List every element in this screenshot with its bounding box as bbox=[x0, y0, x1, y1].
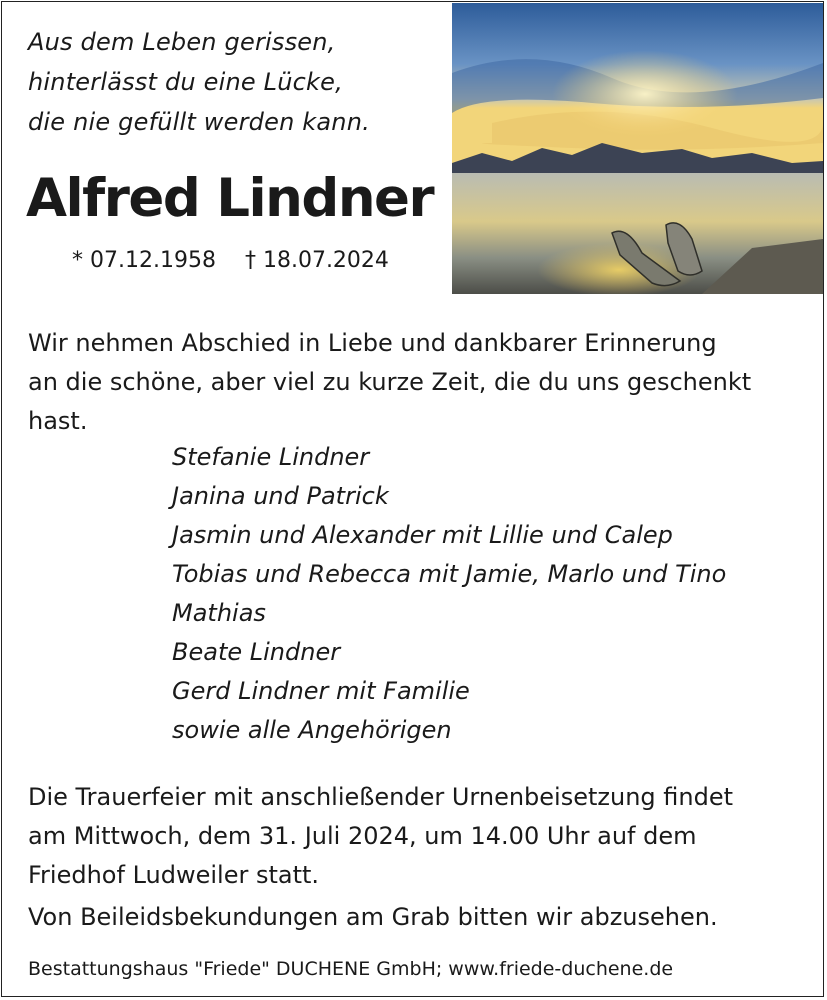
mourner: Jasmin und Alexander mit Lillie und Calep bbox=[172, 521, 673, 549]
mourner: Janina und Patrick bbox=[172, 482, 389, 510]
funeral-details bbox=[28, 778, 733, 895]
funeral-home-footer: Bestattungshaus "Friede" DUCHENE GmbH; www.friede-duchene.de bbox=[28, 958, 674, 980]
birth-date: * 07.12.1958 bbox=[72, 248, 216, 273]
funeral-line: am Mittwoch, dem 31. Juli 2024, um 14.00 Uhr auf dem bbox=[28, 822, 697, 850]
funeral-line: Die Trauerfeier mit anschließender Urnenbeisetzung findet bbox=[28, 783, 734, 811]
funeral-line: Friedhof Ludweiler statt. bbox=[28, 861, 320, 889]
poem-line: Aus dem Leben gerissen, bbox=[28, 28, 336, 56]
poem bbox=[28, 22, 370, 142]
deceased-name: Alfred Lindner bbox=[26, 168, 434, 229]
life-dates bbox=[72, 248, 411, 273]
mourner: Mathias bbox=[172, 599, 266, 627]
sunset-lake-boats-photo bbox=[452, 3, 823, 294]
mourners-list bbox=[172, 438, 726, 750]
poem-line: die nie gefüllt werden kann. bbox=[28, 108, 370, 136]
mourner: sowie alle Angehörigen bbox=[172, 716, 452, 744]
farewell-line: Wir nehmen Abschied in Liebe und dankbarer Erinnerung bbox=[28, 329, 717, 357]
mourner: Beate Lindner bbox=[172, 638, 341, 666]
condolence-note: Von Beileidsbekundungen am Grab bitten wir abzusehen. bbox=[28, 903, 718, 931]
farewell-line: hast. bbox=[28, 407, 88, 435]
poem-line: hinterlässt du eine Lücke, bbox=[28, 68, 343, 96]
mourner: Stefanie Lindner bbox=[172, 443, 370, 471]
mourner: Gerd Lindner mit Familie bbox=[172, 677, 470, 705]
farewell-line: an die schöne, aber viel zu kurze Zeit, die du uns geschenkt bbox=[28, 368, 752, 396]
farewell-text bbox=[28, 324, 808, 441]
death-date: † 18.07.2024 bbox=[244, 248, 389, 273]
mourner: Tobias und Rebecca mit Jamie, Marlo und Tino bbox=[172, 560, 727, 588]
